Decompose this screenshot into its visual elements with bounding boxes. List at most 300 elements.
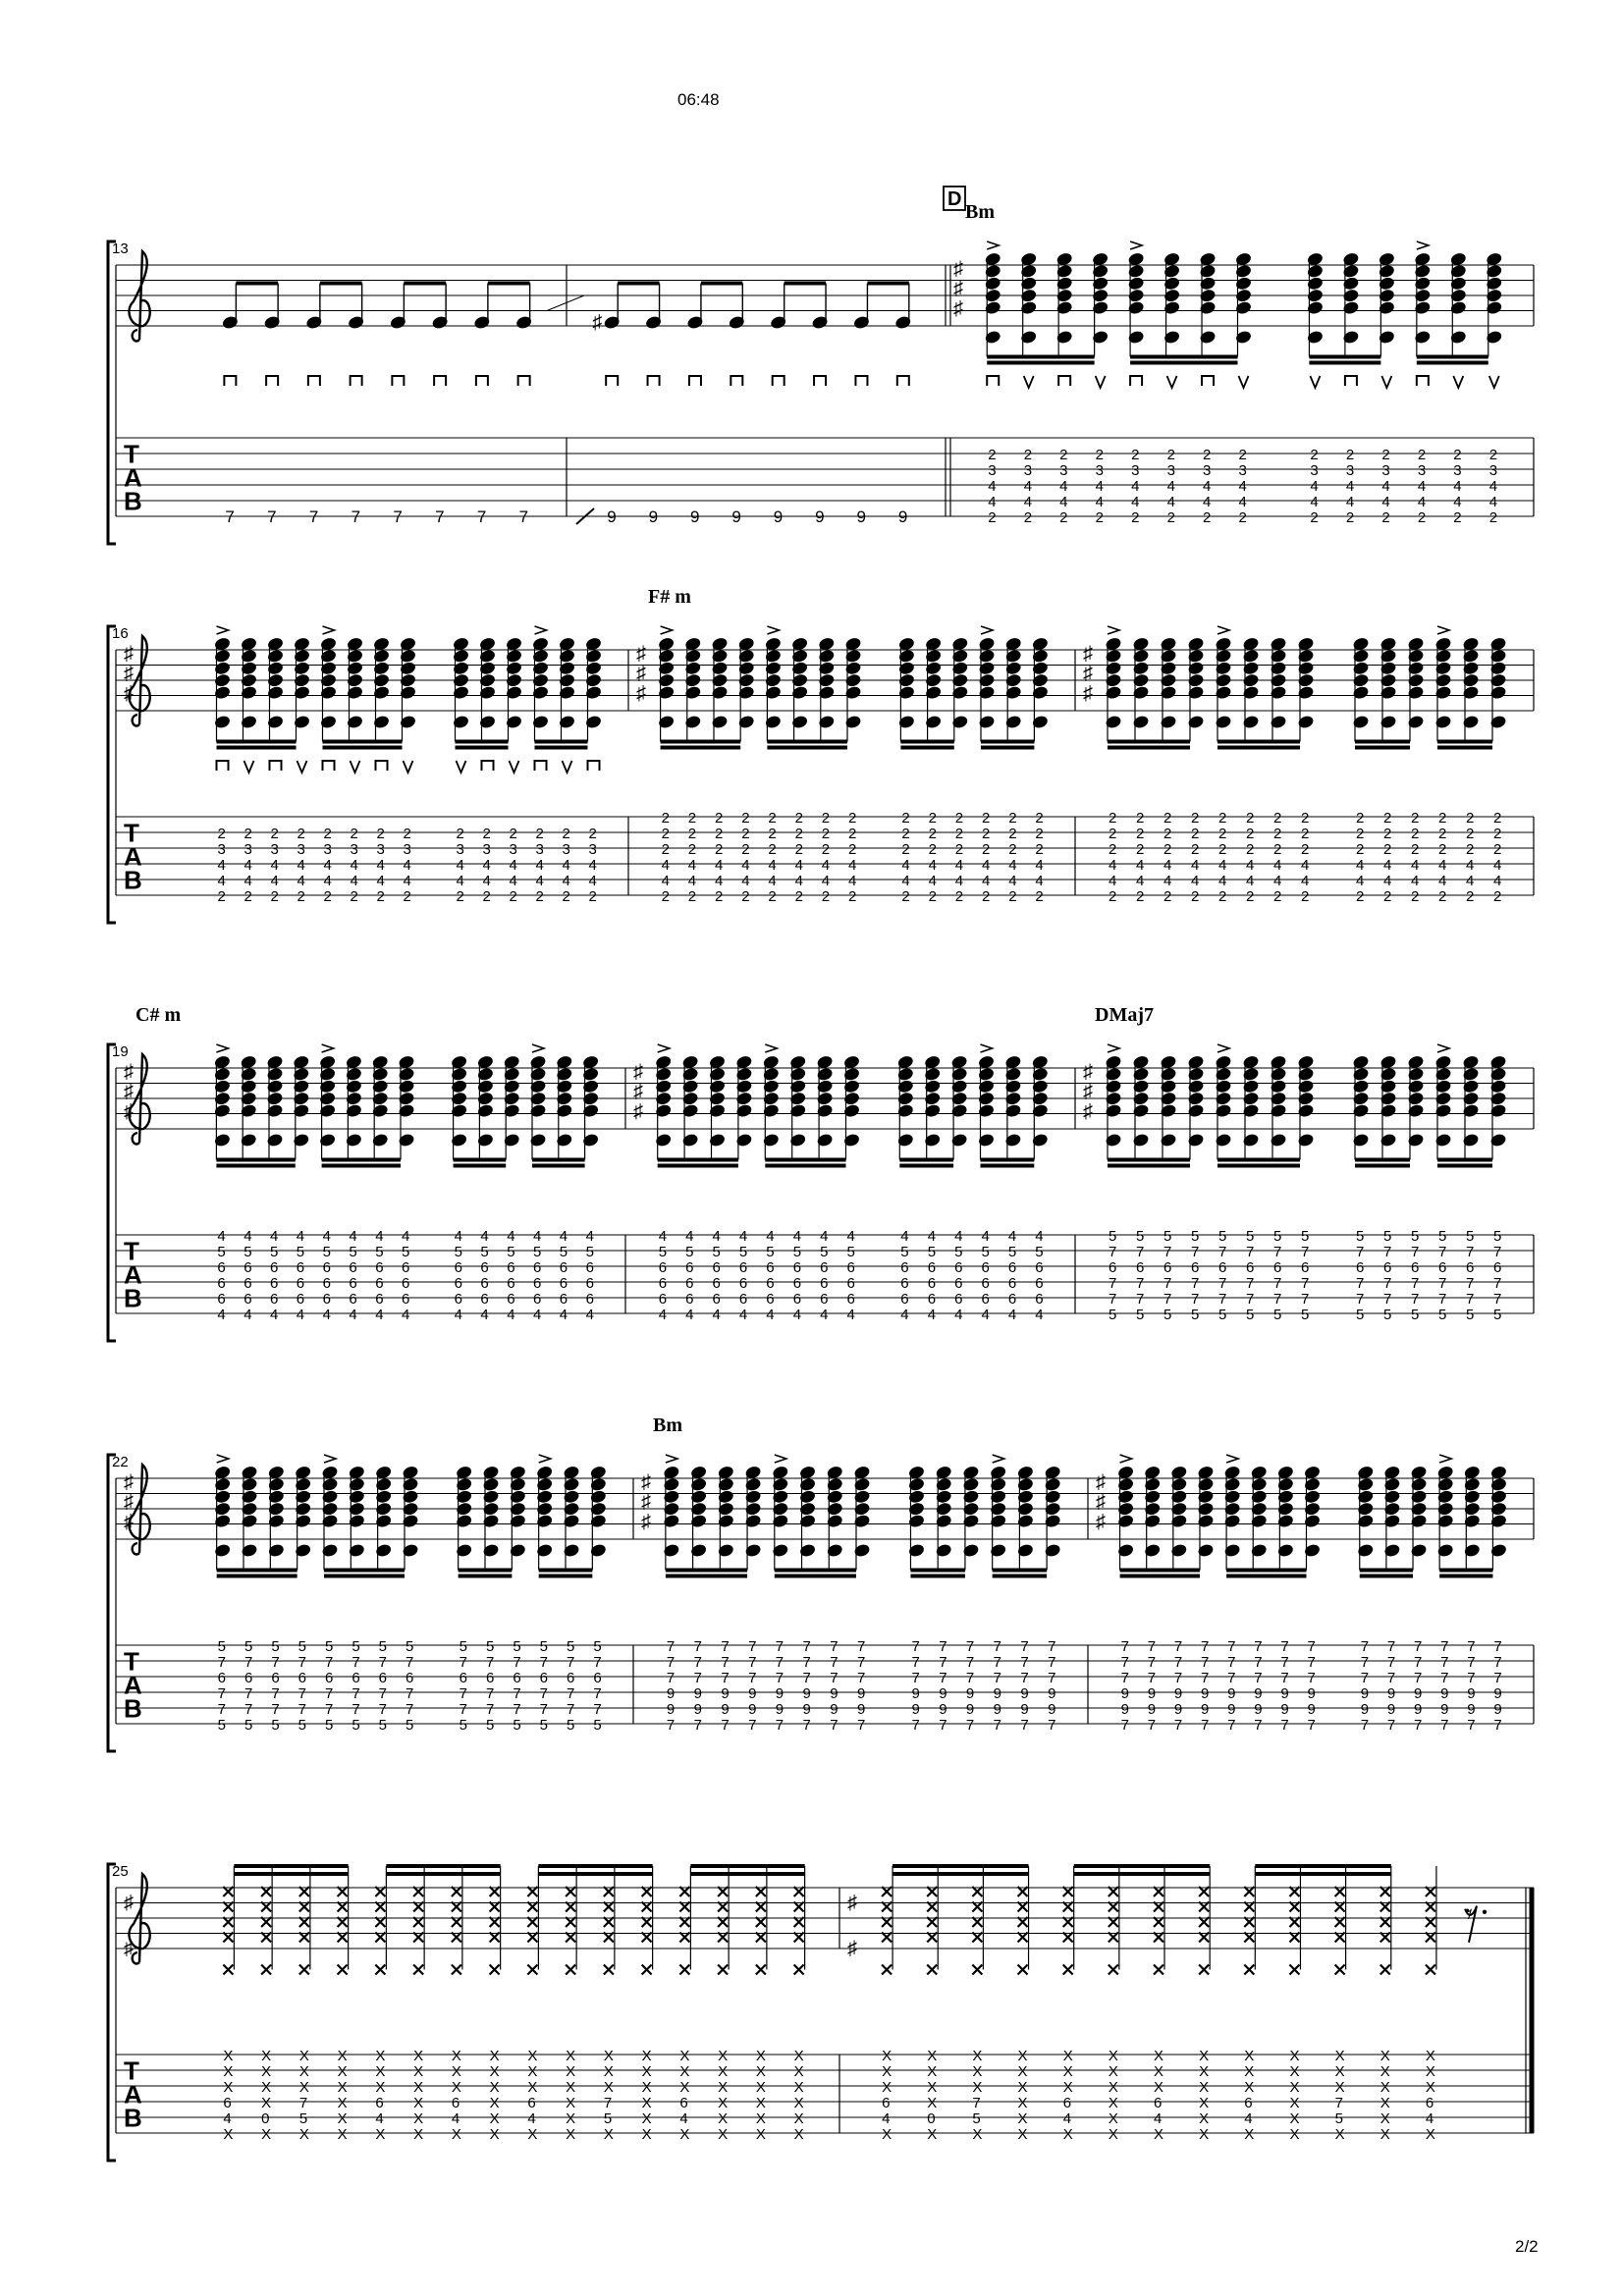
x-notehead	[566, 1965, 575, 1975]
tab-fret-number: 7	[1466, 1291, 1475, 1308]
tab-fret-number: 4	[954, 1307, 963, 1323]
tab-fret-number: 3	[350, 841, 358, 858]
tab-fret-number: X	[793, 2110, 804, 2127]
tab-fret-number: 7	[748, 1638, 757, 1655]
tab-fret-number: 5	[658, 1244, 668, 1260]
tab-fret-number: 7	[693, 1638, 702, 1655]
tab-fret-number: 7	[993, 1654, 1002, 1671]
tab-fret-number: 6	[244, 1670, 253, 1686]
tab-fret-number: 6	[402, 1259, 410, 1276]
tab-fret-number: 2	[982, 841, 991, 858]
sharp-icon: ♯	[124, 1081, 134, 1103]
tab-fret-number: 4	[376, 873, 385, 889]
page-number: 2/2	[1515, 2237, 1539, 2256]
tab-fret-number: 5	[585, 1244, 594, 1260]
tab-fret-number: 4	[1246, 857, 1255, 874]
tab-fret-number: 9	[1200, 1685, 1210, 1702]
tab-fret-number: 2	[1438, 810, 1447, 827]
tab-fret-number: 6	[1493, 1259, 1502, 1276]
tab-fret-number: 9	[1440, 1701, 1449, 1718]
tab-fret-number: 6	[900, 1291, 909, 1308]
tab-fret-number: 7	[518, 507, 529, 526]
x-notehead	[338, 1965, 348, 1975]
tab-fret-number: 4	[792, 1228, 802, 1245]
tab-fret-number: 2	[821, 826, 831, 842]
tab-fret-number: 6	[981, 1275, 990, 1292]
tab-fret-number: 2	[1191, 841, 1200, 858]
tab-fret-number: 6	[927, 1275, 937, 1292]
tab-fret-number: X	[1380, 2095, 1390, 2111]
tab-fret-number: 5	[375, 1244, 384, 1260]
tab-fret-number: 7	[1280, 1717, 1289, 1734]
tab-fret-number: 7	[513, 1701, 521, 1718]
tab-fret-number: 7	[513, 1654, 521, 1671]
x-notehead	[756, 1965, 766, 1975]
tab-fret-number: 9	[1227, 1685, 1236, 1702]
tab-fret-number: 6	[375, 1291, 384, 1308]
tab-fret-number: 6	[451, 2095, 460, 2111]
tab-fret-number: 9	[1360, 1701, 1370, 1718]
tab-fret-number: 9	[1440, 1685, 1449, 1702]
tab-fret-number: 2	[1246, 888, 1255, 905]
downstroke-icon	[323, 761, 335, 771]
tab-fret-number: 6	[480, 1275, 489, 1292]
tab-fret-number: 3	[535, 841, 544, 858]
tab-fret-number: 2	[1136, 841, 1145, 858]
tab-muted-x: X	[298, 2048, 309, 2064]
tab-fret-number: 2	[821, 888, 831, 905]
tab-fret-number: 7	[965, 1717, 975, 1734]
tab-fret-number: 4	[1381, 478, 1390, 495]
tab-fret-number: 6	[567, 1670, 575, 1686]
tab-fret-number: 7	[1334, 2095, 1343, 2111]
tab-clef-b: B	[124, 1283, 142, 1313]
tab-fret-number: 6	[846, 1291, 855, 1308]
tab-fret-number: 7	[1200, 1654, 1210, 1671]
tab-fret-number: 2	[901, 826, 910, 842]
tab-fret-number: 5	[533, 1244, 542, 1260]
tab-fret-number: 2	[1417, 509, 1427, 526]
tab-fret-number: 7	[1109, 1275, 1117, 1292]
tab-fret-number: 7	[1273, 1275, 1282, 1292]
tab-fret-number: 2	[1493, 841, 1502, 858]
upstroke-icon	[1489, 376, 1499, 388]
tab-fret-number: 4	[1062, 2110, 1072, 2127]
downstroke-icon	[1345, 376, 1357, 386]
tab-muted-x: X	[527, 2079, 538, 2096]
tab-fret-number: 6	[679, 2095, 688, 2111]
measure-21	[1083, 1044, 1534, 1323]
tab-fret-number: 5	[1356, 1228, 1365, 1245]
tab-muted-x: X	[1244, 2079, 1255, 2096]
tab-fret-number: 7	[1048, 1654, 1056, 1671]
tab-fret-number: 7	[486, 1701, 495, 1718]
tab-fret-number: 2	[270, 826, 279, 842]
tab-fret-number: 2	[1356, 826, 1365, 842]
tab-muted-x: X	[489, 2079, 500, 2096]
tab-muted-x: X	[793, 2079, 804, 2096]
tab-fret-number: X	[489, 2110, 500, 2127]
accent-icon	[324, 1455, 336, 1463]
upstroke-icon	[1096, 376, 1106, 388]
tab-muted-x: X	[1154, 2048, 1164, 2064]
tab-fret-number: 2	[1136, 888, 1145, 905]
tab-fret-number: 7	[1200, 1717, 1210, 1734]
tab-fret-number: 7	[308, 507, 319, 526]
tab-muted-x: X	[1334, 2063, 1345, 2080]
tab-muted-x: X	[298, 2126, 309, 2143]
tab-fret-number: 5	[954, 1244, 963, 1260]
tab-fret-number: 6	[296, 1259, 305, 1276]
tab-fret-number: 7	[1020, 1717, 1029, 1734]
tab-fret-number: 4	[323, 873, 332, 889]
tab-fret-number: 4	[509, 857, 517, 874]
tab-fret-number: 4	[1163, 857, 1172, 874]
tab-fret-number: 2	[741, 888, 750, 905]
tab-fret-number: 7	[1191, 1291, 1200, 1308]
tab-fret-number: 2	[848, 888, 857, 905]
tab-fret-number: 6	[1411, 1259, 1420, 1276]
tab-fret-number: 2	[376, 826, 385, 842]
tab-muted-x: X	[1425, 2063, 1435, 2080]
sharp-icon: ♯	[592, 311, 603, 334]
accent-icon	[217, 626, 229, 634]
tab-fret-number: 7	[1438, 1244, 1447, 1260]
tab-fret-number: 4	[1008, 873, 1017, 889]
sharp-icon: ♯	[124, 643, 134, 665]
tab-fret-number: 2	[1488, 447, 1498, 463]
tab-fret-number: 7	[830, 1717, 839, 1734]
tab-fret-number: 4	[1095, 494, 1104, 510]
tab-fret-number: 7	[693, 1654, 702, 1671]
tab-fret-number: 6	[981, 1259, 990, 1276]
tab-fret-number: 4	[1273, 857, 1282, 874]
measure-22	[124, 1455, 633, 1734]
tab-fret-number: 4	[1136, 857, 1145, 874]
tab-fret-number: 4	[901, 857, 910, 874]
tab-fret-number: 7	[378, 1685, 388, 1702]
tab-fret-number: 7	[775, 1670, 784, 1686]
tab-fret-number: 2	[848, 841, 857, 858]
downstroke-icon	[1130, 376, 1142, 386]
tab-fret-number: 3	[482, 841, 491, 858]
tab-fret-number: 5	[244, 1717, 253, 1734]
sharp-icon: ♯	[1083, 663, 1093, 685]
downstroke-icon	[270, 761, 282, 771]
tab-fret-number: 4	[1488, 494, 1498, 510]
tab-fret-number: 3	[1166, 462, 1175, 479]
tab-fret-number: 4	[1493, 857, 1502, 874]
tab-fret-number: X	[1017, 2110, 1028, 2127]
measure-number: 13	[112, 240, 129, 257]
tab-fret-number: 7	[1466, 1275, 1475, 1292]
tab-fret-number: 9	[1020, 1701, 1029, 1718]
tab-fret-number: 2	[1059, 447, 1068, 463]
tab-fret-number: 7	[993, 1638, 1002, 1655]
tab-fret-number: 4	[507, 1307, 515, 1323]
x-notehead	[452, 1965, 461, 1975]
tab-fret-number: 2	[661, 888, 670, 905]
tab-fret-number: 4	[562, 873, 570, 889]
tab-fret-number: X	[261, 2095, 272, 2111]
tab-clef-t: T	[124, 818, 139, 848]
tab-fret-number: 2	[1246, 841, 1255, 858]
tab-fret-number: 2	[482, 826, 491, 842]
tab-muted-x: X	[337, 2079, 348, 2096]
tab-fret-number: 6	[375, 1259, 384, 1276]
tab-muted-x: X	[337, 2063, 348, 2080]
tab-fret-number: 7	[1440, 1654, 1449, 1671]
tab-fret-number: 4	[1191, 857, 1200, 874]
tab-fret-number: 6	[406, 1670, 414, 1686]
tab-fret-number: 2	[687, 888, 697, 905]
tab-fret-number: 2	[217, 888, 226, 905]
measure-24	[1096, 1455, 1534, 1734]
tab-fret-number: 9	[1467, 1685, 1476, 1702]
tab-fret-number: 9	[666, 1685, 676, 1702]
x-notehead	[1335, 1965, 1345, 1975]
tab-fret-number: 9	[1147, 1701, 1157, 1718]
sharp-icon: ♯	[636, 663, 646, 685]
upstroke-icon	[1310, 376, 1320, 388]
x-notehead	[927, 1965, 937, 1975]
tab-fret-number: 9	[911, 1685, 920, 1702]
tab-fret-number: 7	[775, 1654, 784, 1671]
tab-fret-number: 4	[658, 1307, 668, 1323]
accent-icon	[993, 1455, 1004, 1463]
tab-fret-number: 2	[1109, 810, 1117, 827]
tab-fret-number: 6	[507, 1259, 515, 1276]
tab-fret-number: 7	[351, 507, 361, 526]
tab-fret-number: 9	[815, 507, 825, 526]
tab-fret-number: 6	[243, 1275, 252, 1292]
tab-fret-number: 9	[1493, 1685, 1502, 1702]
tab-fret-number: 2	[1109, 888, 1117, 905]
tab-fret-number: 4	[456, 857, 464, 874]
tab-fret-number: 5	[1007, 1244, 1017, 1260]
sharp-icon: ♯	[633, 1100, 643, 1123]
tab-muted-x: X	[566, 2079, 576, 2096]
tab-fret-number: 5	[298, 1638, 307, 1655]
tab-fret-number: 5	[1218, 1307, 1227, 1323]
x-notehead	[490, 1965, 500, 1975]
tab-muted-x: X	[451, 2063, 461, 2080]
tab-fret-number: 7	[666, 1670, 676, 1686]
x-notehead	[413, 1965, 423, 1975]
tab-fret-number: 4	[820, 1307, 829, 1323]
tab-fret-number: 5	[1191, 1228, 1200, 1245]
tab-fret-number: 7	[1414, 1654, 1423, 1671]
tab-fret-number: 9	[1386, 1701, 1396, 1718]
tab-fret-number: X	[337, 2095, 348, 2111]
tab-fret-number: 6	[217, 1275, 226, 1292]
tab-fret-number: 6	[1007, 1291, 1017, 1308]
tab-fret-number: 2	[403, 888, 411, 905]
tab-fret-number: 4	[1008, 857, 1017, 874]
downstroke-icon	[482, 761, 494, 771]
accent-icon	[1417, 241, 1429, 249]
tab-muted-x: X	[882, 2063, 893, 2080]
tab-fret-number: 7	[748, 1654, 757, 1671]
tab-fret-number: 7	[1301, 1291, 1310, 1308]
tab-fret-number: 2	[1356, 810, 1365, 827]
tab-fret-number: 9	[1227, 1701, 1236, 1718]
tab-fret-number: 4	[1109, 857, 1117, 874]
tab-fret-number: 5	[1356, 1307, 1365, 1323]
tab-fret-number: 2	[715, 841, 724, 858]
tab-fret-number: 4	[927, 1228, 937, 1245]
tab-fret-number: 2	[1109, 826, 1117, 842]
tab-fret-number: 5	[1438, 1307, 1447, 1323]
tab-fret-number: 7	[1411, 1275, 1420, 1292]
tab-fret-number: 7	[1218, 1244, 1227, 1260]
tab-fret-number: 5	[981, 1244, 990, 1260]
tab-fret-number: 7	[1020, 1670, 1029, 1686]
tab-fret-number: 4	[954, 1228, 963, 1245]
tab-fret-number: 2	[741, 810, 750, 827]
tab-muted-x: X	[882, 2079, 893, 2096]
tab-muted-x: X	[679, 2063, 690, 2080]
tab-fret-number: X	[1108, 2110, 1118, 2127]
tab-muted-x: X	[641, 2048, 652, 2064]
tab-fret-number: 6	[766, 1259, 775, 1276]
tab-fret-number: 5	[270, 1244, 279, 1260]
tab-fret-number: 4	[482, 873, 491, 889]
tab-fret-number: 4	[882, 2110, 891, 2127]
sharp-icon: ♯	[124, 1061, 134, 1083]
tab-muted-x: X	[603, 2126, 614, 2143]
sharp-icon: ♯	[124, 663, 134, 685]
tab-fret-number: X	[1108, 2095, 1118, 2111]
tab-fret-number: 2	[1381, 509, 1390, 526]
tab-fret-number: 7	[1493, 1291, 1502, 1308]
tab-muted-x: X	[603, 2079, 614, 2096]
tab-fret-number: 4	[1035, 857, 1044, 874]
tab-clef-a: A	[124, 1670, 142, 1700]
x-notehead	[882, 1965, 892, 1975]
tab-fret-number: 2	[794, 888, 803, 905]
tab-fret-number: 7	[1147, 1717, 1157, 1734]
tab-fret-number: 4	[901, 873, 910, 889]
tab-fret-number: 6	[685, 1275, 694, 1292]
tab-fret-number: 4	[846, 1307, 855, 1323]
x-notehead	[223, 1965, 233, 1975]
tab-fret-number: 4	[243, 857, 252, 874]
tab-muted-x: X	[1244, 2048, 1255, 2064]
tab-fret-number: 5	[244, 1638, 253, 1655]
system-2	[108, 586, 1534, 923]
tab-fret-number: 2	[1238, 447, 1247, 463]
sharp-icon: ♯	[641, 1511, 651, 1533]
tab-fret-number: 6	[1007, 1275, 1017, 1292]
tab-fret-number: 6	[1109, 1259, 1117, 1276]
tab-fret-number: 7	[1360, 1670, 1370, 1686]
accent-icon	[1437, 626, 1449, 634]
tab-clef-b: B	[124, 2103, 142, 2133]
tab-fret-number: 6	[217, 1291, 226, 1308]
tab-fret-number: 4	[217, 1228, 226, 1245]
tab-fret-number: 6	[349, 1259, 357, 1276]
tab-muted-x: X	[451, 2079, 461, 2096]
tab-fret-number: 3	[1417, 462, 1427, 479]
tab-fret-number: 4	[403, 857, 411, 874]
tab-muted-x: X	[1425, 2048, 1435, 2064]
tab-fret-number: 2	[1310, 509, 1319, 526]
tab-muted-x: X	[927, 2079, 938, 2096]
tab-fret-number: 6	[217, 1670, 227, 1686]
tab-muted-x: X	[489, 2126, 500, 2143]
tab-fret-number: 4	[1035, 1228, 1044, 1245]
tab-fret-number: 7	[435, 507, 445, 526]
tab-fret-number: 2	[217, 826, 226, 842]
tab-fret-number: 7	[1163, 1275, 1172, 1292]
tab-fret-number: 5	[1191, 1307, 1200, 1323]
tab-fret-number: 5	[243, 1244, 252, 1260]
system-bracket	[108, 1864, 116, 2161]
tab-fret-number: 2	[403, 826, 411, 842]
upstroke-icon	[457, 761, 466, 773]
tab-fret-number: 9	[1386, 1685, 1396, 1702]
tab-fret-number: 4	[217, 873, 226, 889]
tab-fret-number: 3	[588, 841, 597, 858]
tab-fret-number: 4	[480, 1228, 489, 1245]
tab-fret-number: 4	[296, 1307, 305, 1323]
tab-fret-number: 6	[271, 1670, 280, 1686]
tab-fret-number: 5	[846, 1244, 855, 1260]
tab-fret-number: 7	[217, 1685, 227, 1702]
tab-fret-number: 5	[454, 1244, 462, 1260]
tab-fret-number: 2	[1218, 826, 1227, 842]
tab-fret-number: 5	[378, 1717, 388, 1734]
tab-fret-number: 6	[900, 1259, 909, 1276]
tab-fret-number: 6	[1244, 2095, 1253, 2111]
tab-fret-number: 2	[1238, 509, 1247, 526]
tab-muted-x: X	[1425, 2126, 1435, 2143]
tab-fret-number: 4	[1059, 478, 1068, 495]
tab-muted-x: X	[566, 2063, 576, 2080]
tab-muted-x: X	[1017, 2126, 1028, 2143]
tab-fret-number: 7	[1173, 1638, 1183, 1655]
tab-fret-number: 2	[1381, 447, 1390, 463]
tab-fret-number: 6	[298, 1670, 307, 1686]
tab-fret-number: 4	[661, 873, 670, 889]
tab-fret-number: 2	[982, 810, 991, 827]
tab-clef-t: T	[124, 1236, 139, 1266]
tab-fret-number: 7	[1466, 1244, 1475, 1260]
tab-fret-number: 6	[712, 1259, 721, 1276]
x-notehead	[679, 1965, 689, 1975]
tab-fret-number: 7	[1191, 1244, 1200, 1260]
measure-23	[641, 1455, 1088, 1734]
tab-fret-number: 7	[1386, 1717, 1396, 1734]
tab-fret-number: 6	[585, 1275, 594, 1292]
chord-name: F# m	[648, 586, 691, 608]
tab-fret-number: 2	[1301, 841, 1310, 858]
tab-fret-number: X	[927, 2095, 938, 2111]
tab-fret-number: X	[641, 2095, 652, 2111]
tab-fret-number: 5	[459, 1717, 468, 1734]
tab-fret-number: 5	[298, 1717, 307, 1734]
x-notehead	[527, 1965, 537, 1975]
tab-muted-x: X	[451, 2048, 461, 2064]
tab-fret-number: 6	[296, 1291, 305, 1308]
tab-fret-number: 2	[928, 841, 937, 858]
tab-fret-number: 4	[1238, 494, 1247, 510]
tab-fret-number: 9	[666, 1701, 676, 1718]
tab-fret-number: 2	[1218, 888, 1227, 905]
tab-fret-number: 2	[376, 888, 385, 905]
tab-fret-number: 3	[1203, 462, 1212, 479]
